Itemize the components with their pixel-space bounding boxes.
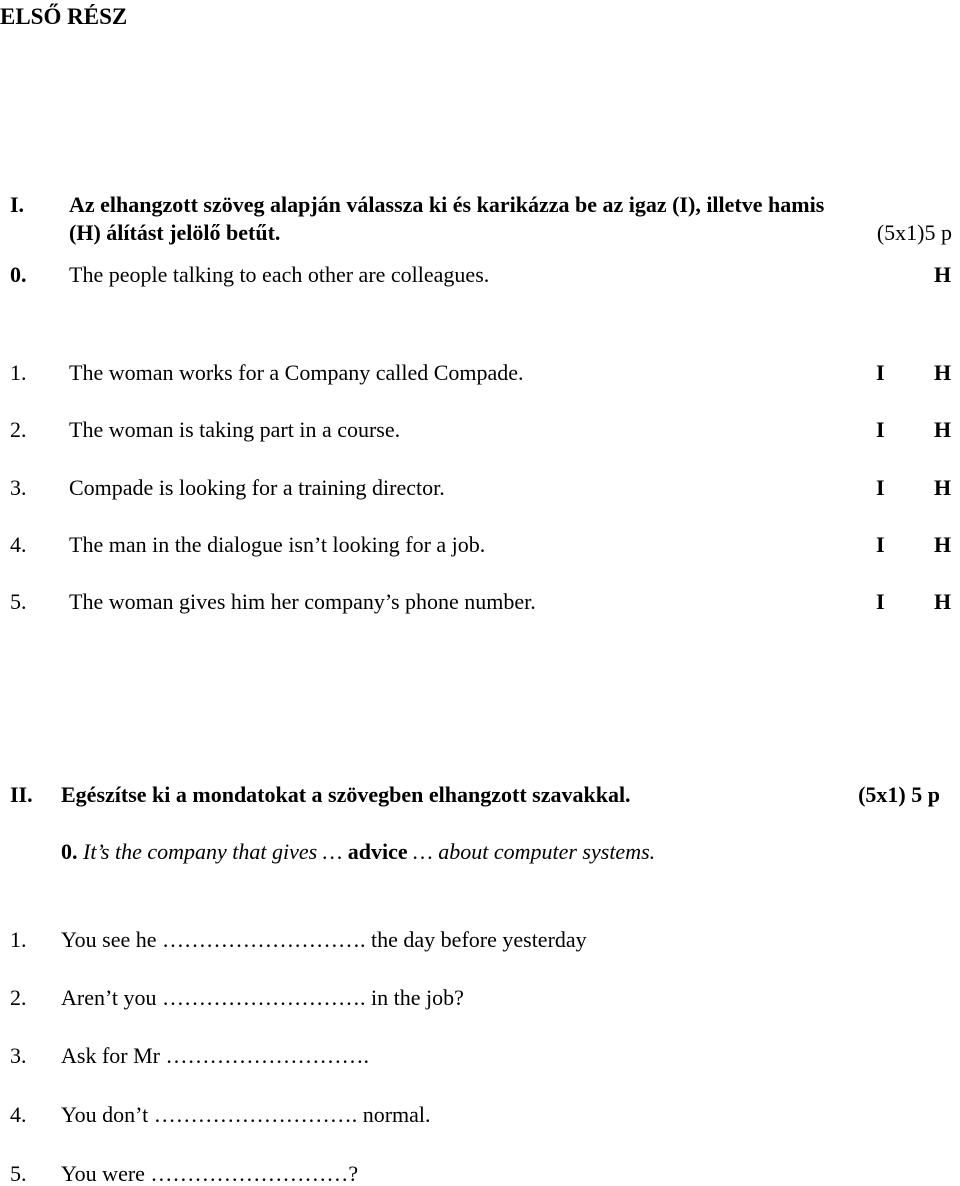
option-false[interactable]: H: [934, 417, 952, 442]
option-true[interactable]: I: [876, 589, 885, 614]
fill-in-text[interactable]: You don’t ………………………. normal.: [61, 1102, 431, 1127]
statement-text: The man in the dialogue isn’t looking for a job.: [69, 532, 486, 557]
section-1-instruction-line2: (H) álítást jelölő betűt.: [69, 220, 281, 245]
option-false[interactable]: H: [934, 360, 952, 385]
section-2-example: [61, 841, 655, 863]
option-true[interactable]: I: [876, 532, 885, 557]
section-2-number: II.: [10, 782, 33, 807]
statement-number: 1.: [10, 360, 27, 385]
statement-number: 3.: [10, 475, 27, 500]
example-text: The people talking to each other are colleagues.: [69, 262, 490, 287]
option-true[interactable]: I: [876, 360, 885, 385]
fill-in-text[interactable]: Aren’t you ………………………. in the job?: [61, 985, 464, 1010]
section-1-instruction-line1: Az elhangzott szöveg alapján válassza ki és karikázza be az igaz (I), illetve hamis: [69, 192, 825, 217]
example-answer: advice: [347, 839, 408, 864]
fill-in-number: 4.: [10, 1102, 27, 1127]
statement-text: The woman works for a Company called Compade.: [69, 360, 524, 385]
option-false[interactable]: H: [934, 589, 952, 614]
example-answer: H: [934, 262, 952, 287]
example-number: 0.: [10, 262, 27, 287]
section-2-instruction: Egészítse ki a mondatokat a szövegben elhangzott szavakkal.: [61, 782, 631, 807]
section-1-points: (5x1)5 p: [876, 220, 952, 245]
section-1-number: I.: [10, 192, 25, 217]
fill-in-number: 3.: [10, 1043, 27, 1068]
fill-in-text[interactable]: Ask for Mr ……………………….: [61, 1043, 369, 1068]
statement-text: The woman is taking part in a course.: [69, 417, 401, 442]
example-before: It’s the company that gives …: [83, 839, 343, 864]
statement-number: 5.: [10, 589, 27, 614]
fill-in-number: 1.: [10, 927, 27, 952]
option-true[interactable]: I: [876, 475, 885, 500]
section-2-points: (5x1) 5 p: [858, 782, 940, 807]
fill-in-text[interactable]: You see he ………………………. the day before yesterday: [61, 927, 587, 952]
statement-number: 2.: [10, 417, 27, 442]
example-after: … about computer systems.: [413, 839, 656, 864]
part-title: ELSŐ RÉSZ: [0, 4, 128, 29]
option-false[interactable]: H: [934, 475, 952, 500]
example-number: 0.: [61, 839, 78, 864]
fill-in-text[interactable]: You were ………………………?: [61, 1161, 359, 1186]
statement-text: Compade is looking for a training director.: [69, 475, 445, 500]
fill-in-number: 2.: [10, 985, 27, 1010]
option-true[interactable]: I: [876, 417, 885, 442]
fill-in-number: 5.: [10, 1161, 27, 1186]
option-false[interactable]: H: [934, 532, 952, 557]
statement-number: 4.: [10, 532, 27, 557]
statement-text: The woman gives him her company’s phone number.: [69, 589, 536, 614]
